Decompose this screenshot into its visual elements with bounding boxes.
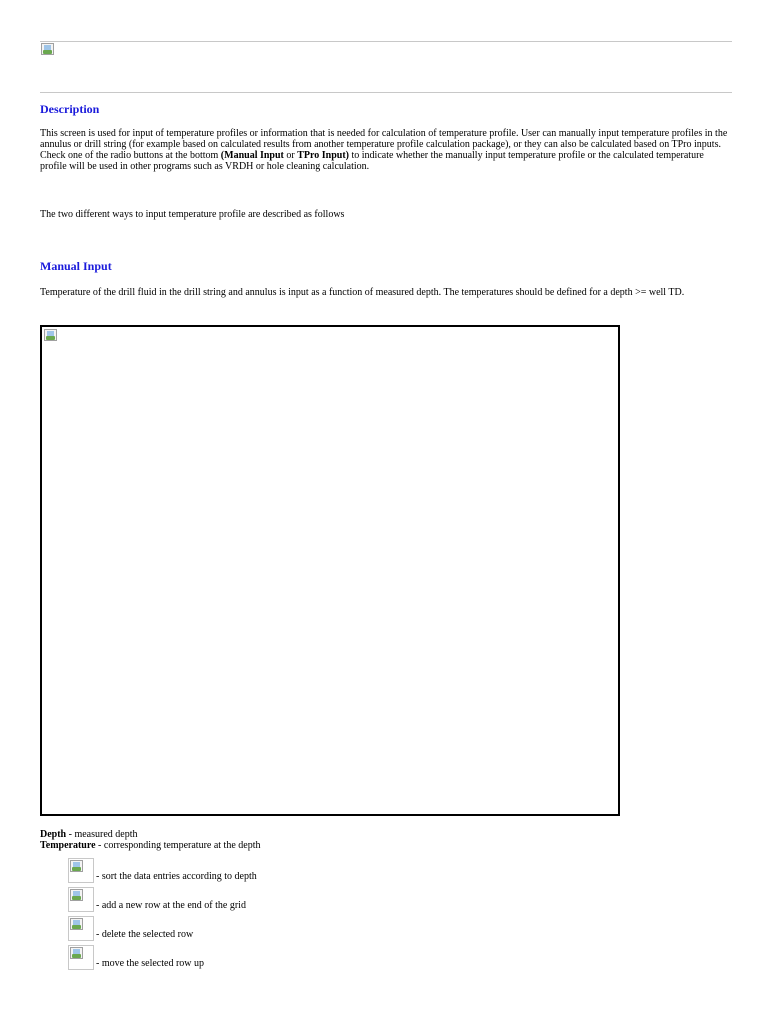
move-up-icon[interactable] (68, 945, 94, 970)
broken-image-icon (70, 918, 83, 930)
description-paragraph-2: The two different ways to input temperature profile are described as follows (40, 209, 345, 220)
broken-image-icon (70, 860, 83, 872)
delete-row-icon[interactable] (68, 916, 94, 941)
sort-icon[interactable] (68, 858, 94, 883)
broken-image-icon (70, 889, 83, 901)
description-heading: Description (40, 102, 100, 116)
definition-term: Temperature (40, 840, 96, 851)
definition-depth (40, 829, 260, 840)
definition-text: - measured depth (66, 829, 138, 840)
manual-input-bold: (Manual Input (220, 150, 284, 161)
tpro-input-bold: TPro Input) (297, 150, 349, 161)
button-description-text: - move the selected row up (96, 958, 205, 969)
header-banner-image (40, 41, 732, 93)
definition-text: - corresponding temperature at the depth (95, 840, 261, 851)
description-text-3: to indicate whether the manually input temperature profile or the calculated temperature profile will be used in other programs such as VRDH or hole cleaning calculation. (40, 150, 704, 172)
definition-term: Depth (40, 829, 67, 840)
definition-temperature (40, 840, 260, 851)
button-description-move-up (68, 943, 204, 970)
description-text-2: or (283, 150, 298, 161)
broken-image-icon (44, 329, 57, 341)
manual-input-paragraph: Temperature of the drill fluid in the drill string and annulus is input as a function of measured depth. The temperatures should be defined for a depth >= well TD. (40, 287, 685, 298)
add-row-icon[interactable] (68, 887, 94, 912)
button-description-sort (68, 856, 257, 883)
button-description-text: - sort the data entries according to depth (96, 871, 257, 882)
definition-list (40, 829, 260, 851)
manual-input-heading: Manual Input (40, 259, 112, 273)
description-paragraph (40, 128, 730, 172)
button-description-delete-row (68, 914, 193, 941)
button-description-text: - add a new row at the end of the grid (96, 900, 246, 911)
broken-image-icon (70, 947, 83, 959)
description-text-1: This screen is used for input of temperature profiles or information that is needed for calculation of temperature profile. User can manually input temperature profiles in the annulus or drill string (for example based on calculated results from another temperature profile calculation package), or they can also be calculated based on TPro inputs. Check one of the radio buttons at the bottom (40, 128, 728, 161)
broken-image-icon (41, 43, 54, 55)
button-description-text: - delete the selected row (96, 929, 194, 940)
button-description-add-row (68, 885, 246, 912)
manual-input-screenshot (40, 325, 620, 816)
